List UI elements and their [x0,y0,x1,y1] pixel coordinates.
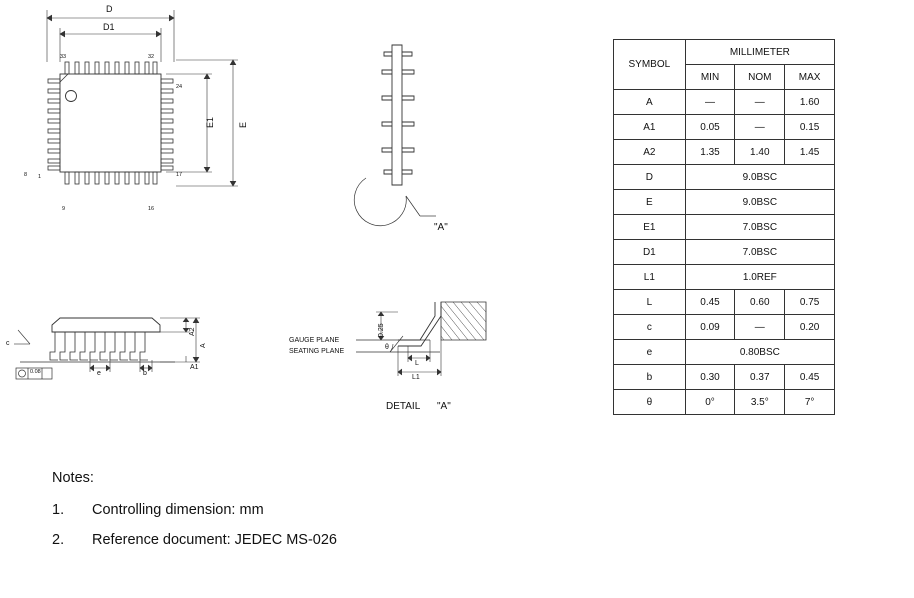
cell-value-span: 1.0REF [685,265,834,290]
cell-symbol: A [614,90,686,115]
table-head [614,40,835,90]
label-top-e: E [238,121,248,128]
cell-value-span: 9.0BSC [685,190,834,215]
cell-symbol: D [614,165,686,190]
cell-nom: 1.40 [735,140,785,165]
header-symbol: SYMBOL [614,40,686,90]
label-side-e: e [97,370,101,377]
label-gauge-plane: GAUGE PLANE [289,337,340,344]
table-row [614,340,835,365]
cell-nom: — [735,115,785,140]
cell-symbol: θ [614,390,686,415]
cell-symbol: L1 [614,265,686,290]
cell-symbol: L [614,290,686,315]
table-row [614,290,835,315]
table-row [614,240,835,265]
label-detail-l1: L1 [412,374,420,381]
notes-section [52,470,337,562]
label-pin-8: 8 [24,172,28,178]
cell-min: 0.09 [685,315,735,340]
label-detail-callout: "A" [434,222,448,233]
cell-symbol: b [614,365,686,390]
label-detail-title-ref: "A" [437,401,451,412]
table-body [614,90,835,415]
label-seating-plane: SEATING PLANE [289,348,345,355]
note-text: Reference document: JEDEC MS-026 [92,532,337,548]
label-detail-theta: θ [385,344,389,351]
cell-symbol: e [614,340,686,365]
header-millimeter: MILLIMETER [685,40,834,65]
cell-min: 0.30 [685,365,735,390]
cell-value-span: 9.0BSC [685,165,834,190]
table-row [614,365,835,390]
cell-nom: 0.60 [735,290,785,315]
cell-symbol: c [614,315,686,340]
label-detail-title: DETAIL [386,401,421,412]
cell-value-span: 7.0BSC [685,215,834,240]
cell-min: 0.05 [685,115,735,140]
table-row [614,390,835,415]
cell-symbol: D1 [614,240,686,265]
cell-nom: — [735,315,785,340]
label-pin-17: 17 [176,172,183,178]
cell-nom: — [735,90,785,115]
notes-title: Notes: [52,470,94,486]
table-row [614,190,835,215]
header-min: MIN [685,65,735,90]
cell-max: 0.15 [785,115,835,140]
cell-symbol: A1 [614,115,686,140]
table-header-row-1 [614,40,835,65]
note-number: 1. [52,502,65,518]
cell-min: 1.35 [685,140,735,165]
label-pin-1: 1 [38,174,42,180]
label-detail-l: L [415,360,419,367]
note-text: Controlling dimension: mm [92,502,264,518]
label-pin-16: 16 [148,206,155,212]
label-side-a1: A1 [190,364,199,371]
label-top-d: D [106,4,113,14]
cell-nom: 0.37 [735,365,785,390]
cell-symbol: A2 [614,140,686,165]
table-row [614,215,835,240]
cell-min: 0.45 [685,290,735,315]
table-row [614,90,835,115]
cell-max: 0.75 [785,290,835,315]
cell-min: — [685,90,735,115]
note-item [52,502,337,518]
label-top-e1: E1 [205,116,215,128]
label-side-a2: A2 [189,327,196,336]
label-top-d1: D1 [103,22,115,32]
cell-symbol: E [614,190,686,215]
label-side-c: c [6,340,10,347]
note-item [52,532,337,548]
note-number: 2. [52,532,65,548]
label-side-b: b [143,370,147,377]
cell-max: 7° [785,390,835,415]
label-pin-9: 9 [62,206,66,212]
cell-max: 0.45 [785,365,835,390]
label-detail-025: 0.25 [378,323,385,337]
cell-value-span: 0.80BSC [685,340,834,365]
cell-value-span: 7.0BSC [685,240,834,265]
header-nom: NOM [735,65,785,90]
cell-symbol: E1 [614,215,686,240]
package-dimension-table [613,39,835,415]
label-pin-24: 24 [176,84,183,90]
label-pin-32: 32 [148,54,155,60]
cell-nom: 3.5° [735,390,785,415]
table-row [614,115,835,140]
header-max: MAX [785,65,835,90]
table-row [614,265,835,290]
table-row [614,140,835,165]
cell-max: 0.20 [785,315,835,340]
cell-max: 1.60 [785,90,835,115]
label-pin-33: 33 [60,54,67,60]
cell-min: 0° [685,390,735,415]
label-side-a: A [200,343,207,348]
label-side-tolerance: 0.08 [30,369,41,375]
cell-max: 1.45 [785,140,835,165]
table-row [614,165,835,190]
table-row [614,315,835,340]
